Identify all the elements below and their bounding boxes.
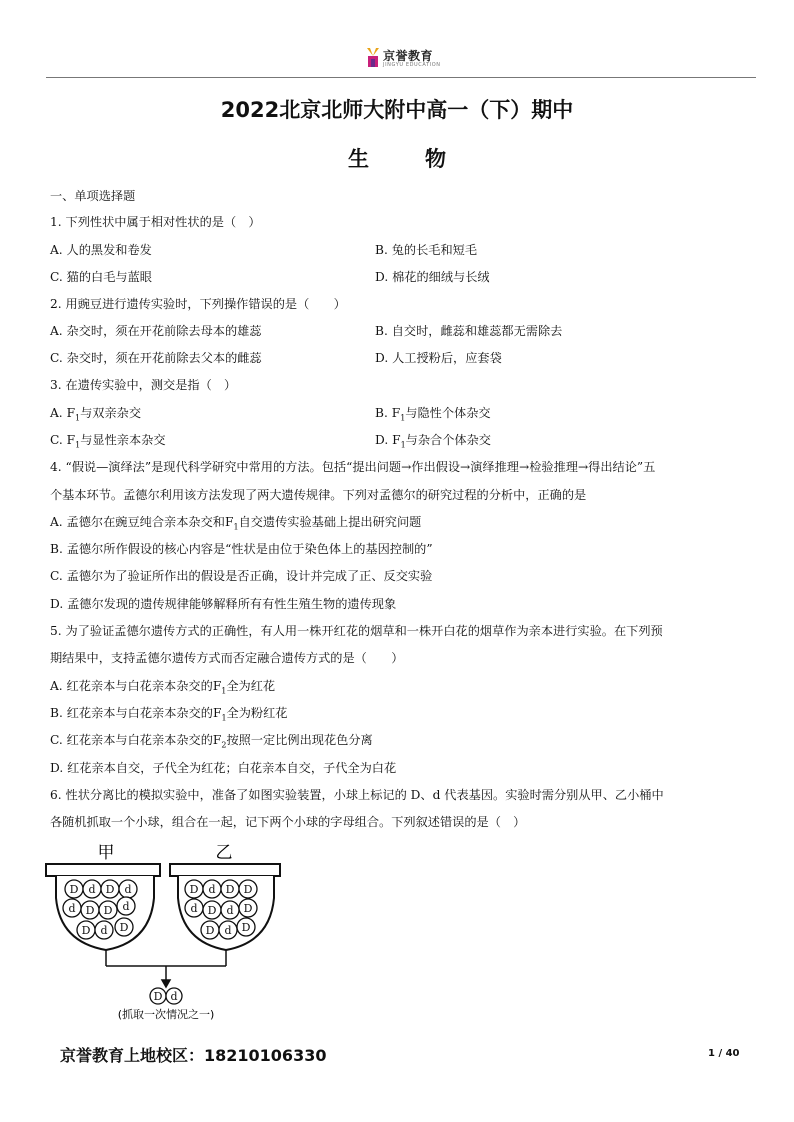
question-5-line-2: 期结果中，支持孟德尔遗传方式而否定融合遗传方式的是（ ） <box>50 651 404 665</box>
svg-text:d: d <box>226 904 234 917</box>
svg-text:D: D <box>241 921 251 934</box>
q3-option-c: C. $F_1$与显性亲本杂交 <box>50 433 166 450</box>
ball <box>101 880 119 898</box>
question-6-line-2: 各随机抓取一个小球，组合在一起，记下两个小球的字母组合。下列叙述错误的是（ ） <box>50 815 526 829</box>
q2-option-b: B. 自交时，雌蕊和雄蕊都无需除去 <box>375 324 563 338</box>
svg-text:D: D <box>69 883 79 896</box>
svg-text:D: D <box>243 883 253 896</box>
ball <box>63 899 81 917</box>
ball <box>95 921 113 939</box>
figure-caption: (抓取一次情况之一) <box>117 1008 215 1021</box>
svg-text:d: d <box>88 883 96 896</box>
q3-option-d: D. $F_1$与杂合个体杂交 <box>375 433 491 450</box>
svg-text:d: d <box>208 883 216 896</box>
subject-char: 物 <box>425 147 446 171</box>
ball <box>185 880 203 898</box>
ball <box>221 901 239 919</box>
svg-text:d: d <box>170 990 178 1003</box>
svg-text:D: D <box>85 904 95 917</box>
ball <box>185 899 203 917</box>
subject-char: 生 <box>348 147 369 171</box>
result-ball <box>150 988 166 1004</box>
header-logo <box>366 44 456 70</box>
question-4-line-2: 个基本环节。孟德尔利用该方法发现了两大遗传规律。下列对孟德尔的研究过程的分析中，正确的是 <box>50 488 587 502</box>
question-1: 1. 下列性状中属于相对性状的是（ ） <box>50 215 261 229</box>
ball <box>203 901 221 919</box>
ball <box>119 880 137 898</box>
subject-title <box>0 143 794 173</box>
logo-text: 京誉教育 <box>383 49 434 63</box>
logo-mark-icon <box>366 46 380 68</box>
ball <box>77 921 95 939</box>
ball <box>65 880 83 898</box>
question-6-line-1: 6. 性状分离比的模拟实验中，准备了如图实验装置，小球上标记的 D、d 代表基因。实验时需分别从甲、乙小桶中 <box>50 788 664 802</box>
svg-text:D: D <box>225 883 235 896</box>
section-heading: 一、单项选择题 <box>50 189 136 203</box>
svg-text:D: D <box>119 921 129 934</box>
svg-text:d: d <box>122 900 130 913</box>
q1-option-d: D. 棉花的细绒与长绒 <box>375 270 490 284</box>
q2-option-c: C. 杂交时，须在开花前除去父本的雌蕊 <box>50 351 262 365</box>
svg-text:d: d <box>190 902 198 915</box>
q1-option-b: B. 兔的长毛和短毛 <box>375 243 478 257</box>
q4-option-b: B. 孟德尔所作假设的核心内容是“性状是由位于染色体上的基因控制的” <box>50 542 433 556</box>
q4-option-a: A. 孟德尔在豌豆纯合亲本杂交和$F_1$自交遗传实验基础上提出研究问题 <box>50 515 422 532</box>
q4-option-c: C. 孟德尔为了验证所作出的假设是否正确，设计并完成了正、反交实验 <box>50 569 433 583</box>
question-4-line-1: 4. “假说—演绎法”是现代科学研究中常用的方法。包括“提出问题→作出假设→演绎推理→检验推理→得出结论”五 <box>50 460 656 474</box>
ball <box>99 901 117 919</box>
ball <box>203 880 221 898</box>
ball <box>117 897 135 915</box>
bucket-label-right: 乙 <box>215 843 233 863</box>
svg-text:D: D <box>207 904 217 917</box>
ball <box>219 921 237 939</box>
q5-option-c: C. 红花亲本与白花亲本杂交的$F_2$按照一定比例出现花色分离 <box>50 733 373 750</box>
question-2: 2. 用豌豆进行遗传实验时，下列操作错误的是（ ） <box>50 297 346 311</box>
ball <box>115 918 133 936</box>
question-5-line-1: 5. 为了验证孟德尔遗传方式的正确性，有人用一株开红花的烟草和一株开白花的烟草作为亲本进行实验。在下列预 <box>50 624 663 638</box>
ball <box>83 880 101 898</box>
svg-text:D: D <box>189 883 199 896</box>
logo-subtext: JINGYU EDUCATION <box>383 62 441 68</box>
q5-option-d: D. 红花亲本自交，子代全为红花；白花亲本自交，子代全为白花 <box>50 761 397 775</box>
q2-option-a: A. 杂交时，须在开花前除去母本的雄蕊 <box>50 324 262 338</box>
svg-text:D: D <box>103 904 113 917</box>
experiment-figure <box>42 838 282 1024</box>
result-ball <box>166 988 182 1004</box>
ball <box>221 880 239 898</box>
page-number: 1 / 40 <box>708 1048 740 1059</box>
ball <box>81 901 99 919</box>
question-3: 3. 在遗传实验中，测交是指（ ） <box>50 378 237 392</box>
svg-text:D: D <box>81 924 91 937</box>
svg-text:D: D <box>153 990 163 1003</box>
q5-option-b: B. 红花亲本与白花亲本杂交的$F_1$全为粉红花 <box>50 706 288 723</box>
svg-text:d: d <box>124 883 132 896</box>
svg-text:d: d <box>68 902 76 915</box>
page-title: 2022北京北师大附中高一（下）期中 <box>220 98 574 122</box>
header-divider <box>46 77 756 78</box>
svg-text:d: d <box>224 924 232 937</box>
ball <box>201 921 219 939</box>
svg-text:D: D <box>243 902 253 915</box>
q4-option-d: D. 孟德尔发现的遗传规律能够解释所有有性生殖生物的遗传现象 <box>50 597 397 611</box>
svg-text:D: D <box>205 924 215 937</box>
q3-option-a: A. $F_1$与双亲杂交 <box>50 406 142 423</box>
q1-option-a: A. 人的黑发和卷发 <box>50 243 152 257</box>
svg-text:d: d <box>100 924 108 937</box>
ball <box>237 918 255 936</box>
svg-text:D: D <box>105 883 115 896</box>
q1-option-c: C. 猫的白毛与蓝眼 <box>50 270 152 284</box>
q3-option-b: B. $F_1$与隐性个体杂交 <box>375 406 491 423</box>
footer-contact: 京誉教育上地校区：18210106330 <box>60 1046 327 1065</box>
bucket-label-left: 甲 <box>97 843 115 863</box>
q5-option-a: A. 红花亲本与白花亲本杂交的$F_1$全为红花 <box>50 679 276 696</box>
connector-lines <box>106 950 226 987</box>
ball <box>239 880 257 898</box>
ball <box>239 899 257 917</box>
q2-option-d: D. 人工授粉后，应套袋 <box>375 351 502 365</box>
